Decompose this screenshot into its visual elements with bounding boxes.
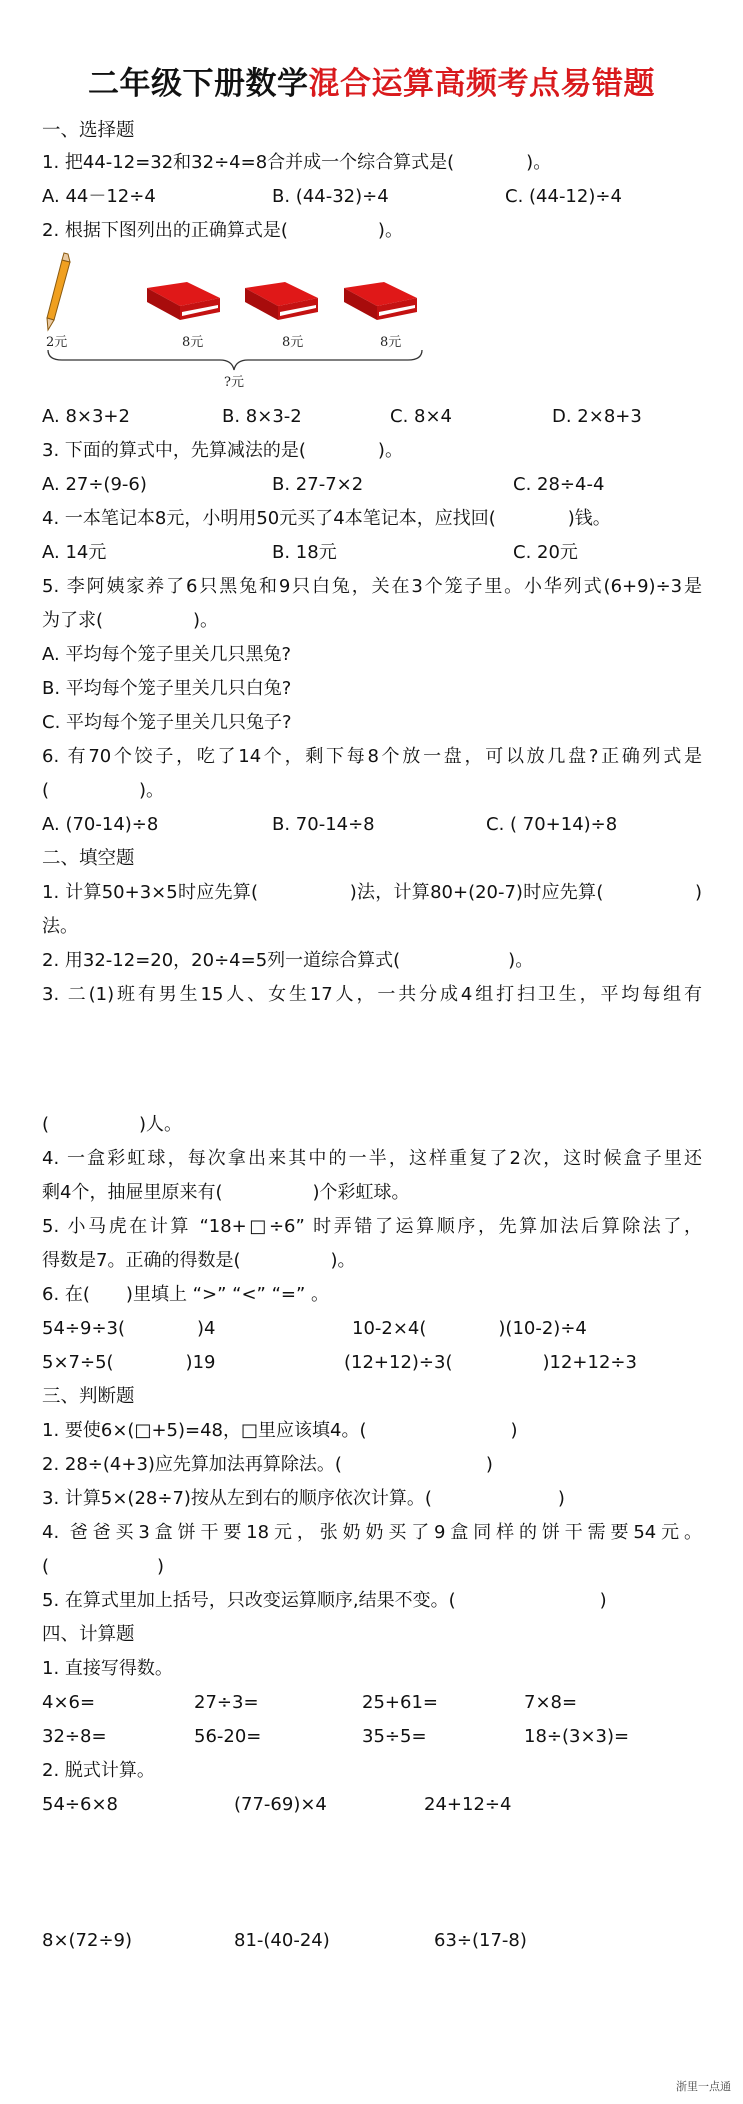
judge-q1: 1. 要使6×(□+5)=48，□里应该填4。( ) <box>42 1420 518 1441</box>
fill-q6-compare-2: 10-2×4( )(10-2)÷4 <box>352 1318 587 1339</box>
choice-q1-option-c: C. (44-12)÷4 <box>505 186 622 207</box>
book-price-label: 8元 <box>182 335 204 350</box>
section-heading-judge: 三、判断题 <box>42 1386 135 1407</box>
judge-q2: 2. 28÷(4+3)应先算加法再算除法。( ) <box>42 1454 493 1475</box>
title-red-part: 混合运算高频考点易错题 <box>308 66 655 102</box>
choice-q6-option-a: A. (70-14)÷8 <box>42 814 159 835</box>
calc-item: 56-20= <box>194 1726 262 1747</box>
choice-q1-stem: 1. 把44-12=32和32÷4=8合并成一个综合算式是( )。 <box>42 152 552 173</box>
judge-q5: 5. 在算式里加上括号，只改变运算顺序,结果不变。( ) <box>42 1590 607 1611</box>
choice-q1-option-b: B. (44-32)÷4 <box>272 186 389 207</box>
choice-q2-option-a: A. 8×3+2 <box>42 406 130 427</box>
footer-watermark: 浙里一点通 <box>676 2080 731 2093</box>
choice-q6-option-b: B. 70-14÷8 <box>272 814 375 835</box>
book-icon <box>344 282 417 320</box>
fill-q4-line1: 4. 一盒彩虹球，每次拿出来其中的一半，这样重复了2次，这时候盒子里还 <box>42 1148 702 1169</box>
calc-item: 7×8= <box>524 1692 578 1713</box>
fill-q1-line1: 1. 计算50+3×5时应先算( )法，计算80+(20-7)时应先算( ) <box>42 882 702 903</box>
calc-expression: (77-69)×4 <box>234 1794 327 1815</box>
choice-q2-option-d: D. 2×8+3 <box>552 406 642 427</box>
calc-item: 25+61= <box>362 1692 438 1713</box>
choice-q4-option-b: B. 18元 <box>272 542 337 563</box>
section-heading-calc: 四、计算题 <box>42 1624 135 1645</box>
choice-q6-option-c: C. ( 70+14)÷8 <box>486 814 618 835</box>
choice-q6-stem-line1: 6. 有70个饺子，吃了14个，剩下每8个放一盘，可以放几盘?正确列式是 <box>42 746 702 767</box>
title-black-part: 二年级下册数学 <box>88 66 309 102</box>
choice-q2-option-c: C. 8×4 <box>390 406 452 427</box>
judge-q4-line2: ( ) <box>42 1556 165 1577</box>
fill-q6-compare-3: 5×7÷5( )19 <box>42 1352 216 1373</box>
fill-q5-line1: 5. 小马虎在计算 “18+□÷6” 时弄错了运算顺序，先算加法后算除法了， <box>42 1216 702 1237</box>
choice-q2-option-b: B. 8×3-2 <box>222 406 302 427</box>
page-title <box>0 58 743 103</box>
judge-q3: 3. 计算5×(28÷7)按从左到右的顺序依次计算。( ) <box>42 1488 565 1509</box>
fill-q3-line1: 3. 二(1)班有男生15人、女生17人，一共分成4组打扫卫生，平均每组有 <box>42 984 702 1005</box>
calc-item: 35÷5= <box>362 1726 427 1747</box>
calc-item: 32÷8= <box>42 1726 107 1747</box>
choice-q5-stem-line2: 为了求( )。 <box>42 610 219 631</box>
fill-q1-line2: 法。 <box>42 916 78 937</box>
section-heading-choice: 一、选择题 <box>42 120 135 141</box>
book-icon <box>147 282 220 320</box>
calc-item: 18÷(3×3)= <box>524 1726 630 1747</box>
choice-q1-option-a: A. 44－12÷4 <box>42 186 156 207</box>
total-brace <box>48 350 422 370</box>
pencil-and-books-figure <box>42 250 442 390</box>
book-price-label: 8元 <box>282 335 304 350</box>
calc-expression: 8×(72÷9) <box>42 1930 133 1951</box>
choice-q4-stem: 4. 一本笔记本8元，小明用50元买了4本笔记本，应找回( )钱。 <box>42 508 611 529</box>
calc-q1-stem: 1. 直接写得数。 <box>42 1658 173 1679</box>
calc-expression: 54÷6×8 <box>42 1794 118 1815</box>
choice-q5-option-c: C. 平均每个笼子里关几只兔子? <box>42 712 292 733</box>
pencil-price-label: 2元 <box>46 335 68 350</box>
choice-q6-stem-line2: ( )。 <box>42 780 165 801</box>
fill-q6-stem: 6. 在( )里填上 “>” “<” “=” 。 <box>42 1284 330 1305</box>
judge-q4-line1: 4. 爸爸买3盒饼干要18元，张奶奶买了9盒同样的饼干需要54元。 <box>42 1522 702 1543</box>
book-icon <box>245 282 318 320</box>
fill-q3-line2: ( )人。 <box>42 1114 183 1135</box>
fill-q5-line2: 得数是7。正确的得数是( )。 <box>42 1250 356 1271</box>
calc-expression: 63÷(17-8) <box>434 1930 527 1951</box>
choice-q3-option-a: A. 27÷(9-6) <box>42 474 147 495</box>
choice-q3-option-c: C. 28÷4-4 <box>513 474 605 495</box>
calc-item: 4×6= <box>42 1692 96 1713</box>
fill-q6-compare-4: (12+12)÷3( )12+12÷3 <box>344 1352 637 1373</box>
fill-q2: 2. 用32-12=20，20÷4=5列一道综合算式( )。 <box>42 950 534 971</box>
choice-q4-option-c: C. 20元 <box>513 542 578 563</box>
choice-q3-option-b: B. 27-7×2 <box>272 474 364 495</box>
choice-q5-option-b: B. 平均每个笼子里关几只白兔? <box>42 678 292 699</box>
section-heading-fill: 二、填空题 <box>42 848 135 869</box>
fill-q4-line2: 剩4个，抽屉里原来有( )个彩虹球。 <box>42 1182 410 1203</box>
choice-q5-option-a: A. 平均每个笼子里关几只黑兔? <box>42 644 291 665</box>
choice-q5-stem-line1: 5. 李阿姨家养了6只黑兔和9只白兔，关在3个笼子里。小华列式(6+9)÷3是 <box>42 576 702 597</box>
choice-q2-stem: 2. 根据下图列出的正确算式是( )。 <box>42 220 403 241</box>
choice-q3-stem: 3. 下面的算式中，先算减法的是( )。 <box>42 440 403 461</box>
calc-q2-stem: 2. 脱式计算。 <box>42 1760 155 1781</box>
pencil-icon <box>47 253 70 330</box>
total-price-label: ?元 <box>224 375 244 390</box>
choice-q4-option-a: A. 14元 <box>42 542 107 563</box>
calc-expression: 81-(40-24) <box>234 1930 330 1951</box>
fill-q6-compare-1: 54÷9÷3( )4 <box>42 1318 216 1339</box>
book-price-label: 8元 <box>380 335 402 350</box>
calc-expression: 24+12÷4 <box>424 1794 512 1815</box>
calc-item: 27÷3= <box>194 1692 259 1713</box>
